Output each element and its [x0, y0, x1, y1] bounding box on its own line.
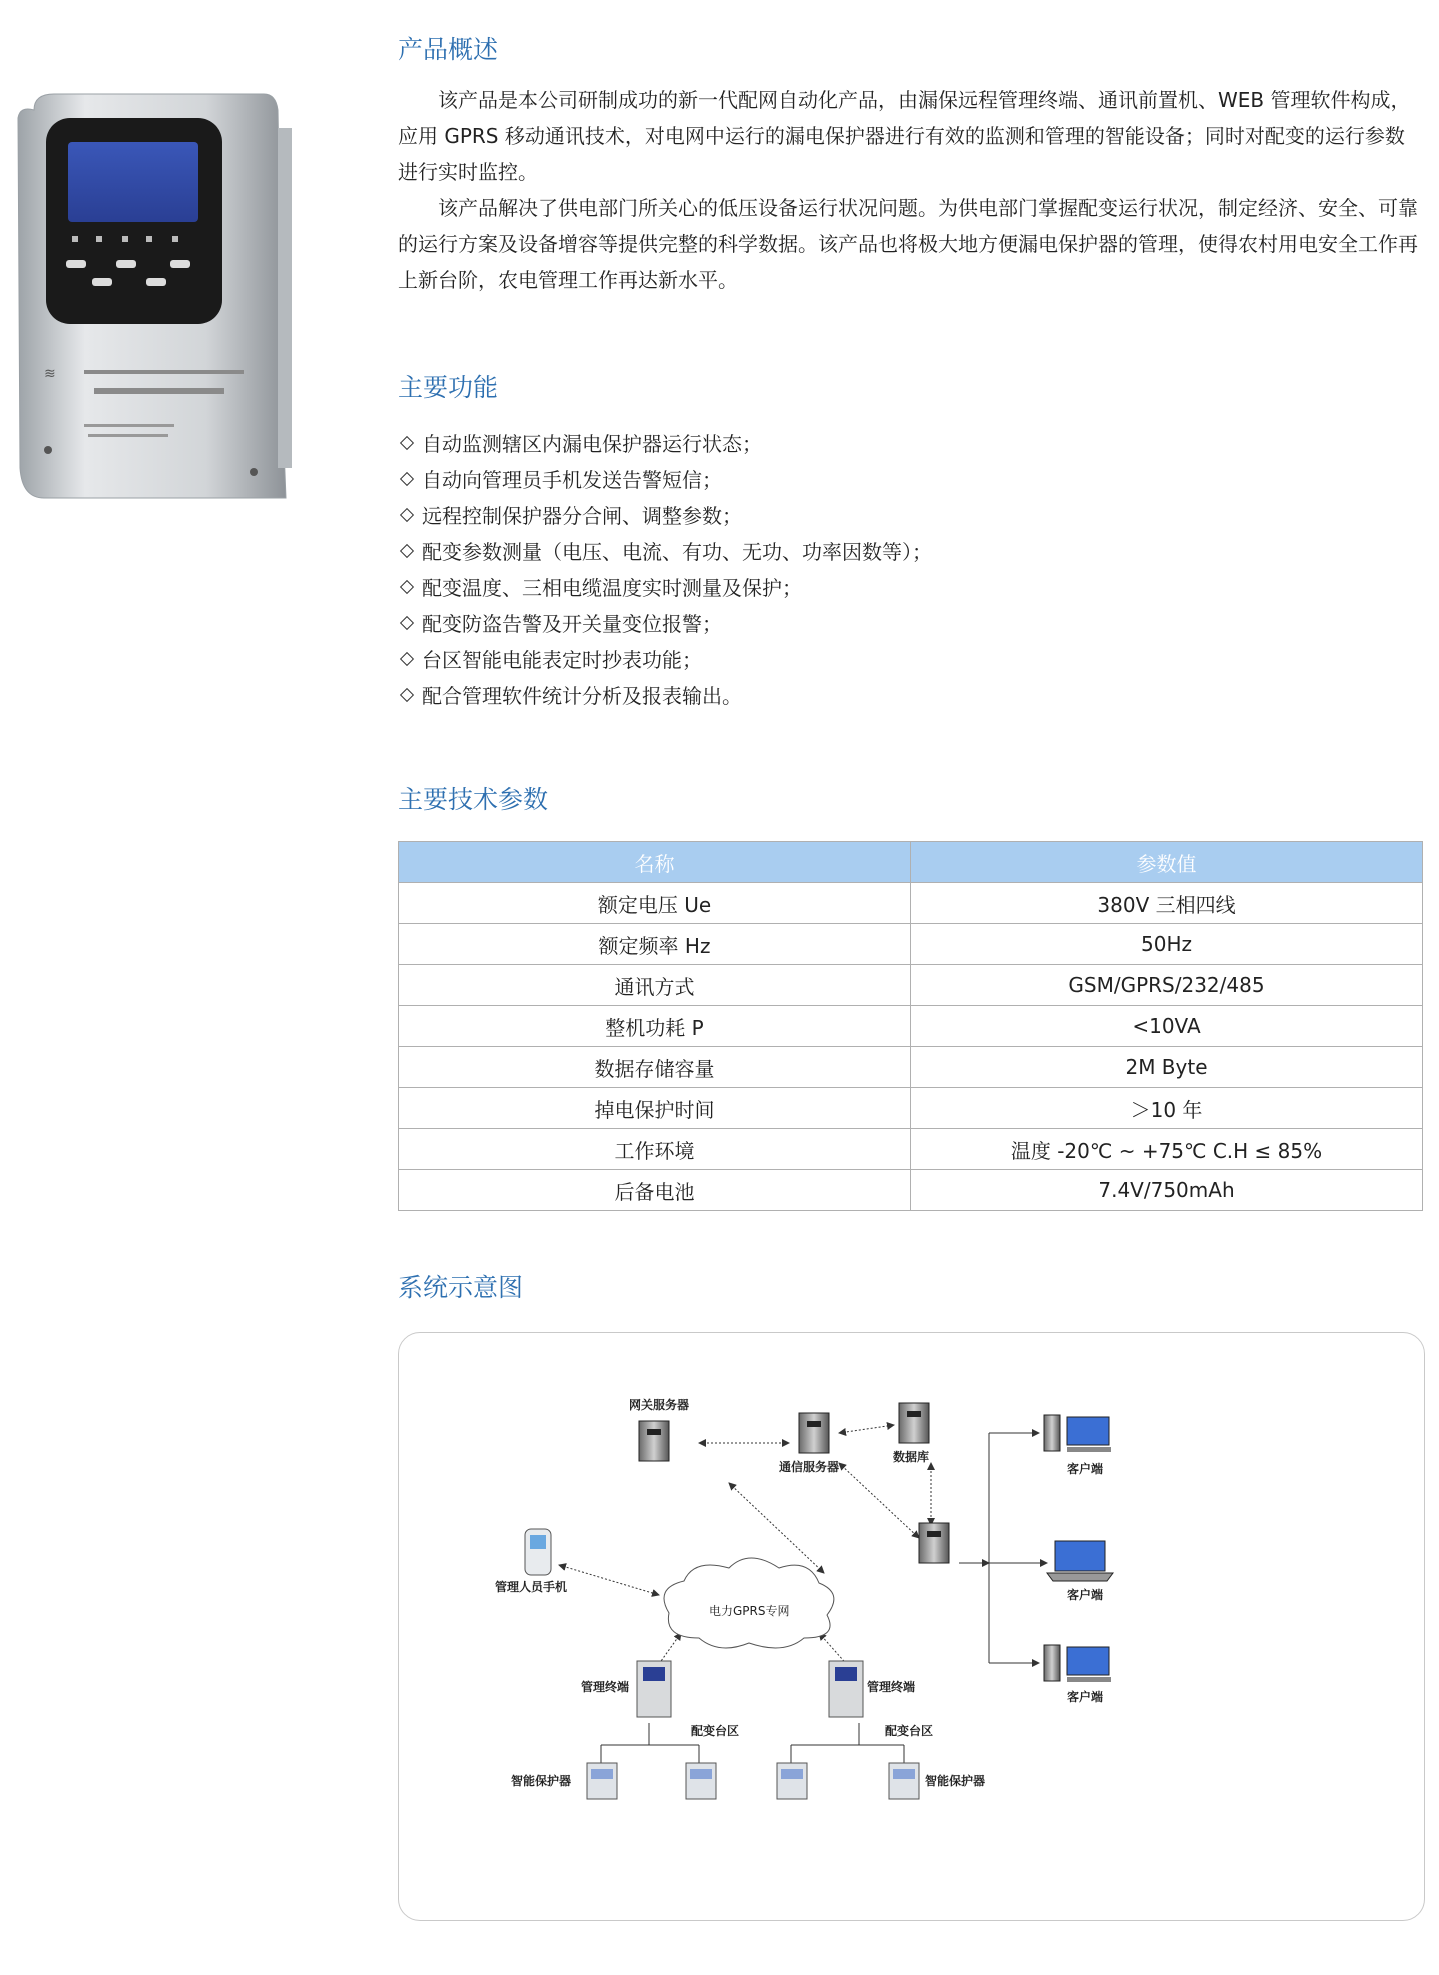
table-row: 整机功耗 P <10VA [399, 1006, 1423, 1047]
diamond-bullet-icon [400, 436, 414, 450]
table-row: 工作环境 温度 -20℃ ~ +75℃ C.H ≤ 85% [399, 1129, 1423, 1170]
overview-paragraph-1: 该产品是本公司研制成功的新一代配网自动化产品，由漏保远程管理终端、通讯前置机、WEB 管理软件构成，应用 GPRS 移动通讯技术，对电网中运行的漏电保护器进行有效的监测和管理的智能设备；同时对配变的运行参数进行实时监控。 [398, 88, 1411, 184]
gateway-server-icon [639, 1421, 669, 1461]
label-client-1: 客户端 [1067, 1462, 1104, 1476]
label-cloud: 电力GPRS专网 [709, 1604, 790, 1618]
diagram-title: 系统示意图 [398, 1273, 524, 1302]
cloud-icon [664, 1558, 834, 1648]
protector-device-icon [686, 1763, 716, 1799]
desktop-client-icon [1044, 1645, 1111, 1682]
table-row: 后备电池 7.4V/750mAh [399, 1170, 1423, 1211]
list-item: 台区智能电能表定时抄表功能； [398, 642, 932, 678]
column-header-value: 参数值 [911, 842, 1423, 883]
app-server-icon [919, 1523, 949, 1563]
protector-device-icon [587, 1763, 617, 1799]
list-item: 配变温度、三相电缆温度实时测量及保护； [398, 570, 932, 606]
features-title: 主要功能 [398, 373, 499, 402]
label-phone: 管理人员手机 [495, 1580, 568, 1594]
overview-paragraph-2: 该产品解决了供电部门所关心的低压设备运行状况问题。为供电部门掌握配变运行状况，制定经济、安全、可靠的运行方案及设备增容等提供完整的科学数据。该产品也将极大地方便漏电保护器的管理，使得农村用电安全工作再上新台阶，农电管理工作再达新水平。 [398, 196, 1418, 292]
table-row: 通讯方式 GSM/GPRS/232/485 [399, 965, 1423, 1006]
label-db: 数据库 [893, 1450, 930, 1464]
label-gateway: 网关服务器 [629, 1398, 690, 1412]
table-row: 数据存储容量 2M Byte [399, 1047, 1423, 1088]
params-table [398, 841, 1423, 1211]
diamond-bullet-icon [400, 616, 414, 630]
terminal-device-icon [829, 1661, 863, 1717]
database-server-icon [899, 1403, 929, 1443]
diamond-bullet-icon [400, 508, 414, 522]
diamond-bullet-icon [400, 580, 414, 594]
label-client-2: 客户端 [1067, 1588, 1104, 1602]
product-image [14, 88, 296, 506]
system-diagram [398, 1332, 1425, 1921]
protector-device-icon [777, 1763, 807, 1799]
comm-server-icon [799, 1413, 829, 1453]
list-item: 自动向管理员手机发送告警短信； [398, 462, 932, 498]
laptop-client-icon [1047, 1541, 1113, 1581]
list-item: 配变防盗告警及开关量变位报警； [398, 606, 932, 642]
table-row: 额定频率 Hz 50Hz [399, 924, 1423, 965]
label-area-right: 配变台区 [885, 1724, 934, 1738]
table-header-row [399, 842, 1423, 883]
feature-list [398, 426, 932, 714]
list-item: 配合管理软件统计分析及报表输出。 [398, 678, 932, 714]
label-client-3: 客户端 [1067, 1690, 1104, 1704]
list-item: 远程控制保护器分合闸、调整参数； [398, 498, 932, 534]
desktop-client-icon [1044, 1415, 1111, 1452]
table-row: 掉电保护时间 ＞10 年 [399, 1088, 1423, 1129]
label-area-left: 配变台区 [691, 1724, 740, 1738]
label-terminal-left: 管理终端 [581, 1680, 630, 1694]
label-terminal-right: 管理终端 [867, 1680, 916, 1694]
table-row: 额定电压 Ue 380V 三相四线 [399, 883, 1423, 924]
label-protector-left: 智能保护器 [511, 1774, 572, 1788]
diamond-bullet-icon [400, 652, 414, 666]
label-protector-right: 智能保护器 [925, 1774, 986, 1788]
diamond-bullet-icon [400, 472, 414, 486]
protector-device-icon [889, 1763, 919, 1799]
column-header-name: 名称 [399, 842, 911, 883]
svg-text:≋: ≋ [44, 366, 56, 382]
list-item: 自动监测辖区内漏电保护器运行状态； [398, 426, 932, 462]
mobile-phone-icon [525, 1529, 551, 1575]
list-item: 配变参数测量（电压、电流、有功、无功、功率因数等）； [398, 534, 932, 570]
terminal-device-icon [637, 1661, 671, 1717]
label-comm: 通信服务器 [779, 1460, 840, 1474]
diamond-bullet-icon [400, 544, 414, 558]
params-title: 主要技术参数 [398, 785, 549, 814]
overview-title: 产品概述 [398, 35, 499, 64]
diamond-bullet-icon [400, 688, 414, 702]
